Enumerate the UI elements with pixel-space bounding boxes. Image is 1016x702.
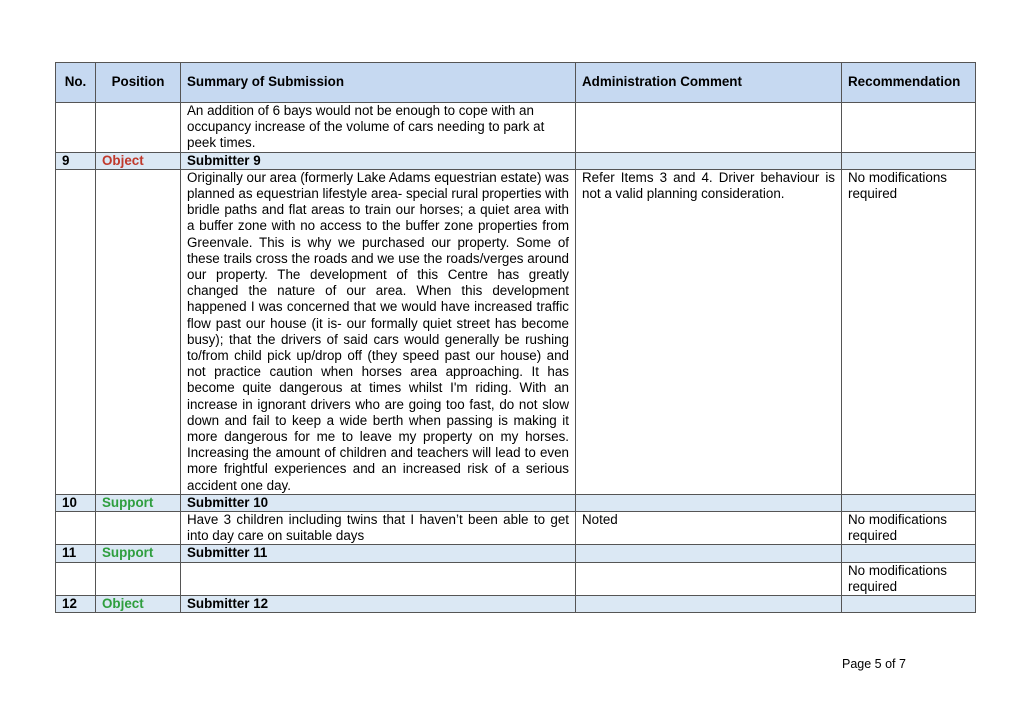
recommendation-cell: No modifications required — [842, 512, 976, 545]
submitter-row — [56, 494, 976, 511]
submitter-title: Submitter 11 — [181, 545, 576, 562]
table-row — [56, 103, 976, 153]
position-badge: Object — [96, 152, 181, 169]
submitter-no: 10 — [56, 494, 96, 511]
position-badge: Object — [96, 596, 181, 613]
submitter-no: 11 — [56, 545, 96, 562]
header-summary: Summary of Submission — [181, 63, 576, 103]
admin-comment-cell: Refer Items 3 and 4. Driver behaviour is not a valid planning consideration. — [576, 169, 842, 494]
header-position: Position — [96, 63, 181, 103]
page-number: Page 5 of 7 — [842, 657, 906, 671]
summary-cell: Originally our area (formerly Lake Adams equestrian estate) was planned as equestrian lifestyle area- special rural properties with bridle paths and flat areas to train our horses; a quiet area with a buffer zone with no access to the buffer zone properties from Greenvale. This is why we purchased our property. Some of these trails cross the roads and we use the roads/verges around our property. The development of this Centre has greatly changed the nature of our area. When this development happened I was concerned that we would have increased traffic flow past our house (it is- our formally quiet street has become busy); that the drivers of said cars would generally be rushing to/from child pick up/drop off (they speed past our house) and not practice caution when horses area approaching. It has become quite dangerous at times whilst I'm riding. With an increase in ignorant drivers who are going too fast, do not slow down and fail to keep a wide berth when passing is making it more dangerous for me to leave my property on my horses. Increasing the amount of children and teachers will lead to even more frightful experiences and an increased risk of a serious accident one day. — [181, 169, 576, 494]
submitter-title: Submitter 9 — [181, 152, 576, 169]
summary-cell: Have 3 children including twins that I haven’t been able to get into day care on suitable days — [181, 512, 576, 545]
header-no: No. — [56, 63, 96, 103]
admin-comment-cell: Noted — [576, 512, 842, 545]
submitter-title: Submitter 12 — [181, 596, 576, 613]
submitter-row — [56, 545, 976, 562]
submitter-no: 9 — [56, 152, 96, 169]
submitter-no: 12 — [56, 596, 96, 613]
recommendation-cell: No modifications required — [842, 169, 976, 494]
position-badge: Support — [96, 494, 181, 511]
table-row — [56, 562, 976, 595]
submitter-title: Submitter 10 — [181, 494, 576, 511]
summary-cell: An addition of 6 bays would not be enough to cope with an occupancy increase of the volume of cars needing to park at peek times. — [181, 103, 576, 153]
header-recommendation: Recommendation — [842, 63, 976, 103]
header-admin-comment: Administration Comment — [576, 63, 842, 103]
table-row — [56, 169, 976, 494]
submissions-table — [55, 62, 976, 613]
table-header-row — [56, 63, 976, 103]
submitter-row — [56, 152, 976, 169]
submitter-row — [56, 596, 976, 613]
recommendation-cell: No modifications required — [842, 562, 976, 595]
table-row — [56, 512, 976, 545]
position-badge: Support — [96, 545, 181, 562]
